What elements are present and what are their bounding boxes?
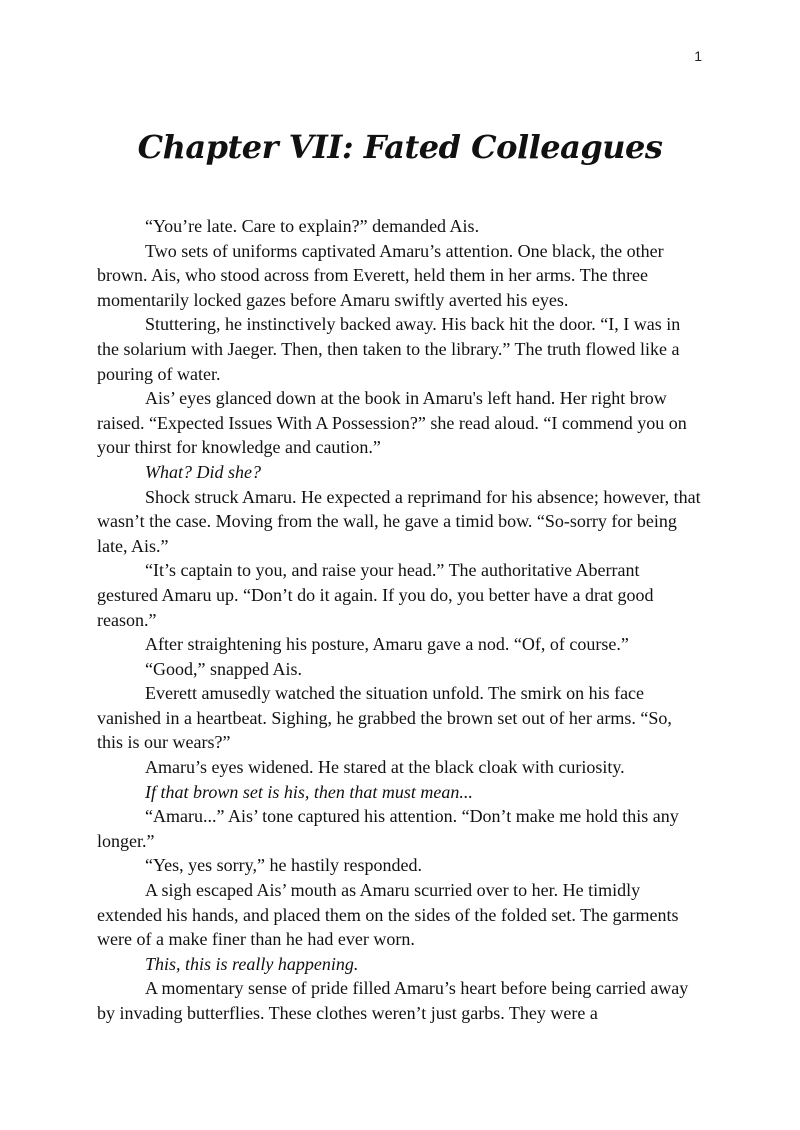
paragraph: Stuttering, he instinctively backed away. His back hit the door. “I, I was in the solarium with Jaeger. Then, then taken to the library.” The truth flowed like a pouring of water.	[97, 314, 681, 384]
paragraph: “Good,” snapped Ais.	[145, 658, 302, 679]
paragraph: Everett amusedly watched the situation unfold. The smirk on his face vanished in a heartbeat. Sighing, he grabbed the brown set out of her arms. “So, this is our wears?”	[97, 683, 672, 753]
paragraph: After straightening his posture, Amaru gave a nod. “Of, of course.”	[145, 634, 629, 655]
chapter-body	[97, 214, 702, 1026]
paragraph: “You’re late. Care to explain?” demanded Ais.	[145, 216, 480, 236]
inner-thought-paragraph: This, this is really happening.	[145, 953, 359, 974]
inner-thought-paragraph: If that brown set is his, then that must mean...	[145, 781, 473, 802]
paragraph: A momentary sense of pride filled Amaru’s heart before being carried away by invading butterflies. These clothes weren’t just garbs. They were a	[97, 978, 689, 1023]
inner-thought-paragraph: What? Did she?	[145, 461, 261, 482]
paragraph: “It’s captain to you, and raise your head.” The authoritative Aberrant gestured Amaru up. “Don’t do it again. If you do, you better have a drat good reason.”	[97, 560, 654, 630]
paragraph: Two sets of uniforms captivated Amaru’s attention. One black, the other brown. Ais, who stood across from Everett, held them in her arms. The three momentarily locked gazes before Amaru swiftly averted his eyes.	[97, 240, 664, 310]
chapter-title: Chapter VII: Fated Colleagues	[137, 128, 663, 166]
paragraph: Ais’ eyes glanced down at the book in Amaru's left hand. Her right brow raised. “Expected Issues With A Possession?” she read aloud. “I commend you on your thirst for knowledge and caution.”	[97, 388, 687, 458]
page-number: 1	[694, 48, 702, 64]
paragraph: Amaru’s eyes widened. He stared at the black cloak with curiosity.	[145, 757, 625, 778]
paragraph: “Amaru...” Ais’ tone captured his attention. “Don’t make me hold this any longer.”	[97, 806, 679, 851]
paragraph: Shock struck Amaru. He expected a reprimand for his absence; however, that wasn’t the case. Moving from the wall, he gave a timid bow. “So-sorry for being late, Ais.”	[97, 486, 701, 556]
paragraph: “Yes, yes sorry,” he hastily responded.	[145, 855, 422, 876]
paragraph: A sigh escaped Ais’ mouth as Amaru scurried over to her. He timidly extended his hands, and placed them on the sides of the folded set. The garments were of a make finer than he had ever worn.	[97, 880, 679, 950]
